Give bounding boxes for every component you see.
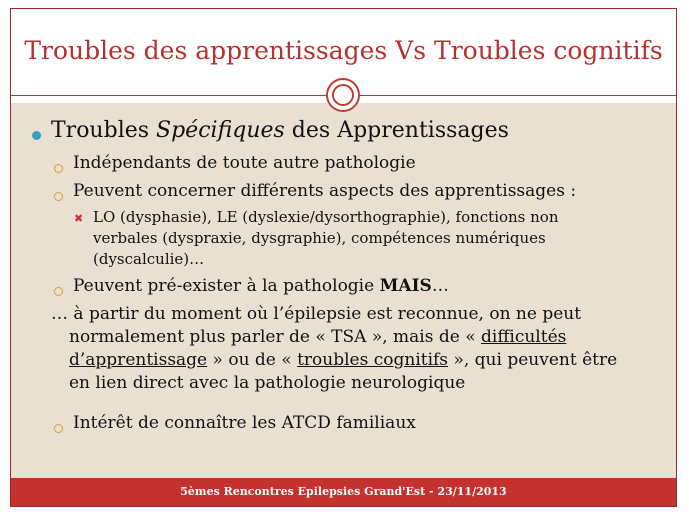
- slide-title: Troubles des apprentissages Vs Troubles cognitifs: [24, 36, 663, 65]
- sub3-line3: (dyscalculie)…: [93, 250, 205, 268]
- bullet-cross-icon: ✖: [74, 212, 84, 225]
- slide-header: [11, 9, 676, 89]
- bullet-circle-icon: [54, 192, 63, 201]
- para-line1: … à partir du moment où l’épilepsie est reconnue, on ne peut: [51, 304, 582, 324]
- para-line4: en lien direct avec la pathologie neurologique: [69, 373, 466, 393]
- para-line3: d’apprentissage » ou de « troubles cognitifs », qui peuvent être: [69, 350, 618, 370]
- sub-bullet-aspects: Peuvent concerner différents aspects des apprentissages :: [73, 181, 577, 201]
- sub3-line1: LO (dysphasie), LE (dyslexie/dysorthographie), fonctions non: [93, 208, 559, 226]
- bullet-circle-icon: [54, 287, 63, 296]
- bullet-circle-icon: [54, 424, 63, 433]
- slide-footer: 5èmes Rencontres Epilepsies Grand'Est - 23/11/2013: [11, 478, 676, 506]
- sub3-line2: verbales (dyspraxie, dysgraphie), compétences numériques: [93, 229, 546, 247]
- sub-bullet-pre-exister: Peuvent pré-exister à la pathologie MAIS…: [73, 276, 449, 296]
- slide: [10, 8, 677, 507]
- sub-bullet-independants: Indépendants de toute autre pathologie: [73, 153, 416, 173]
- bullet-circle-icon: [54, 164, 63, 173]
- bullet-dot-icon: [32, 131, 41, 140]
- para-line2: normalement plus parler de « TSA », mais de « difficultés: [69, 327, 567, 347]
- bullet-troubles-specifiques: Troubles Spécifiques des Apprentissages: [51, 118, 509, 143]
- ring-ornament-icon: [326, 78, 360, 112]
- sub-bullet-atcd: Intérêt de connaître les ATCD familiaux: [73, 413, 416, 433]
